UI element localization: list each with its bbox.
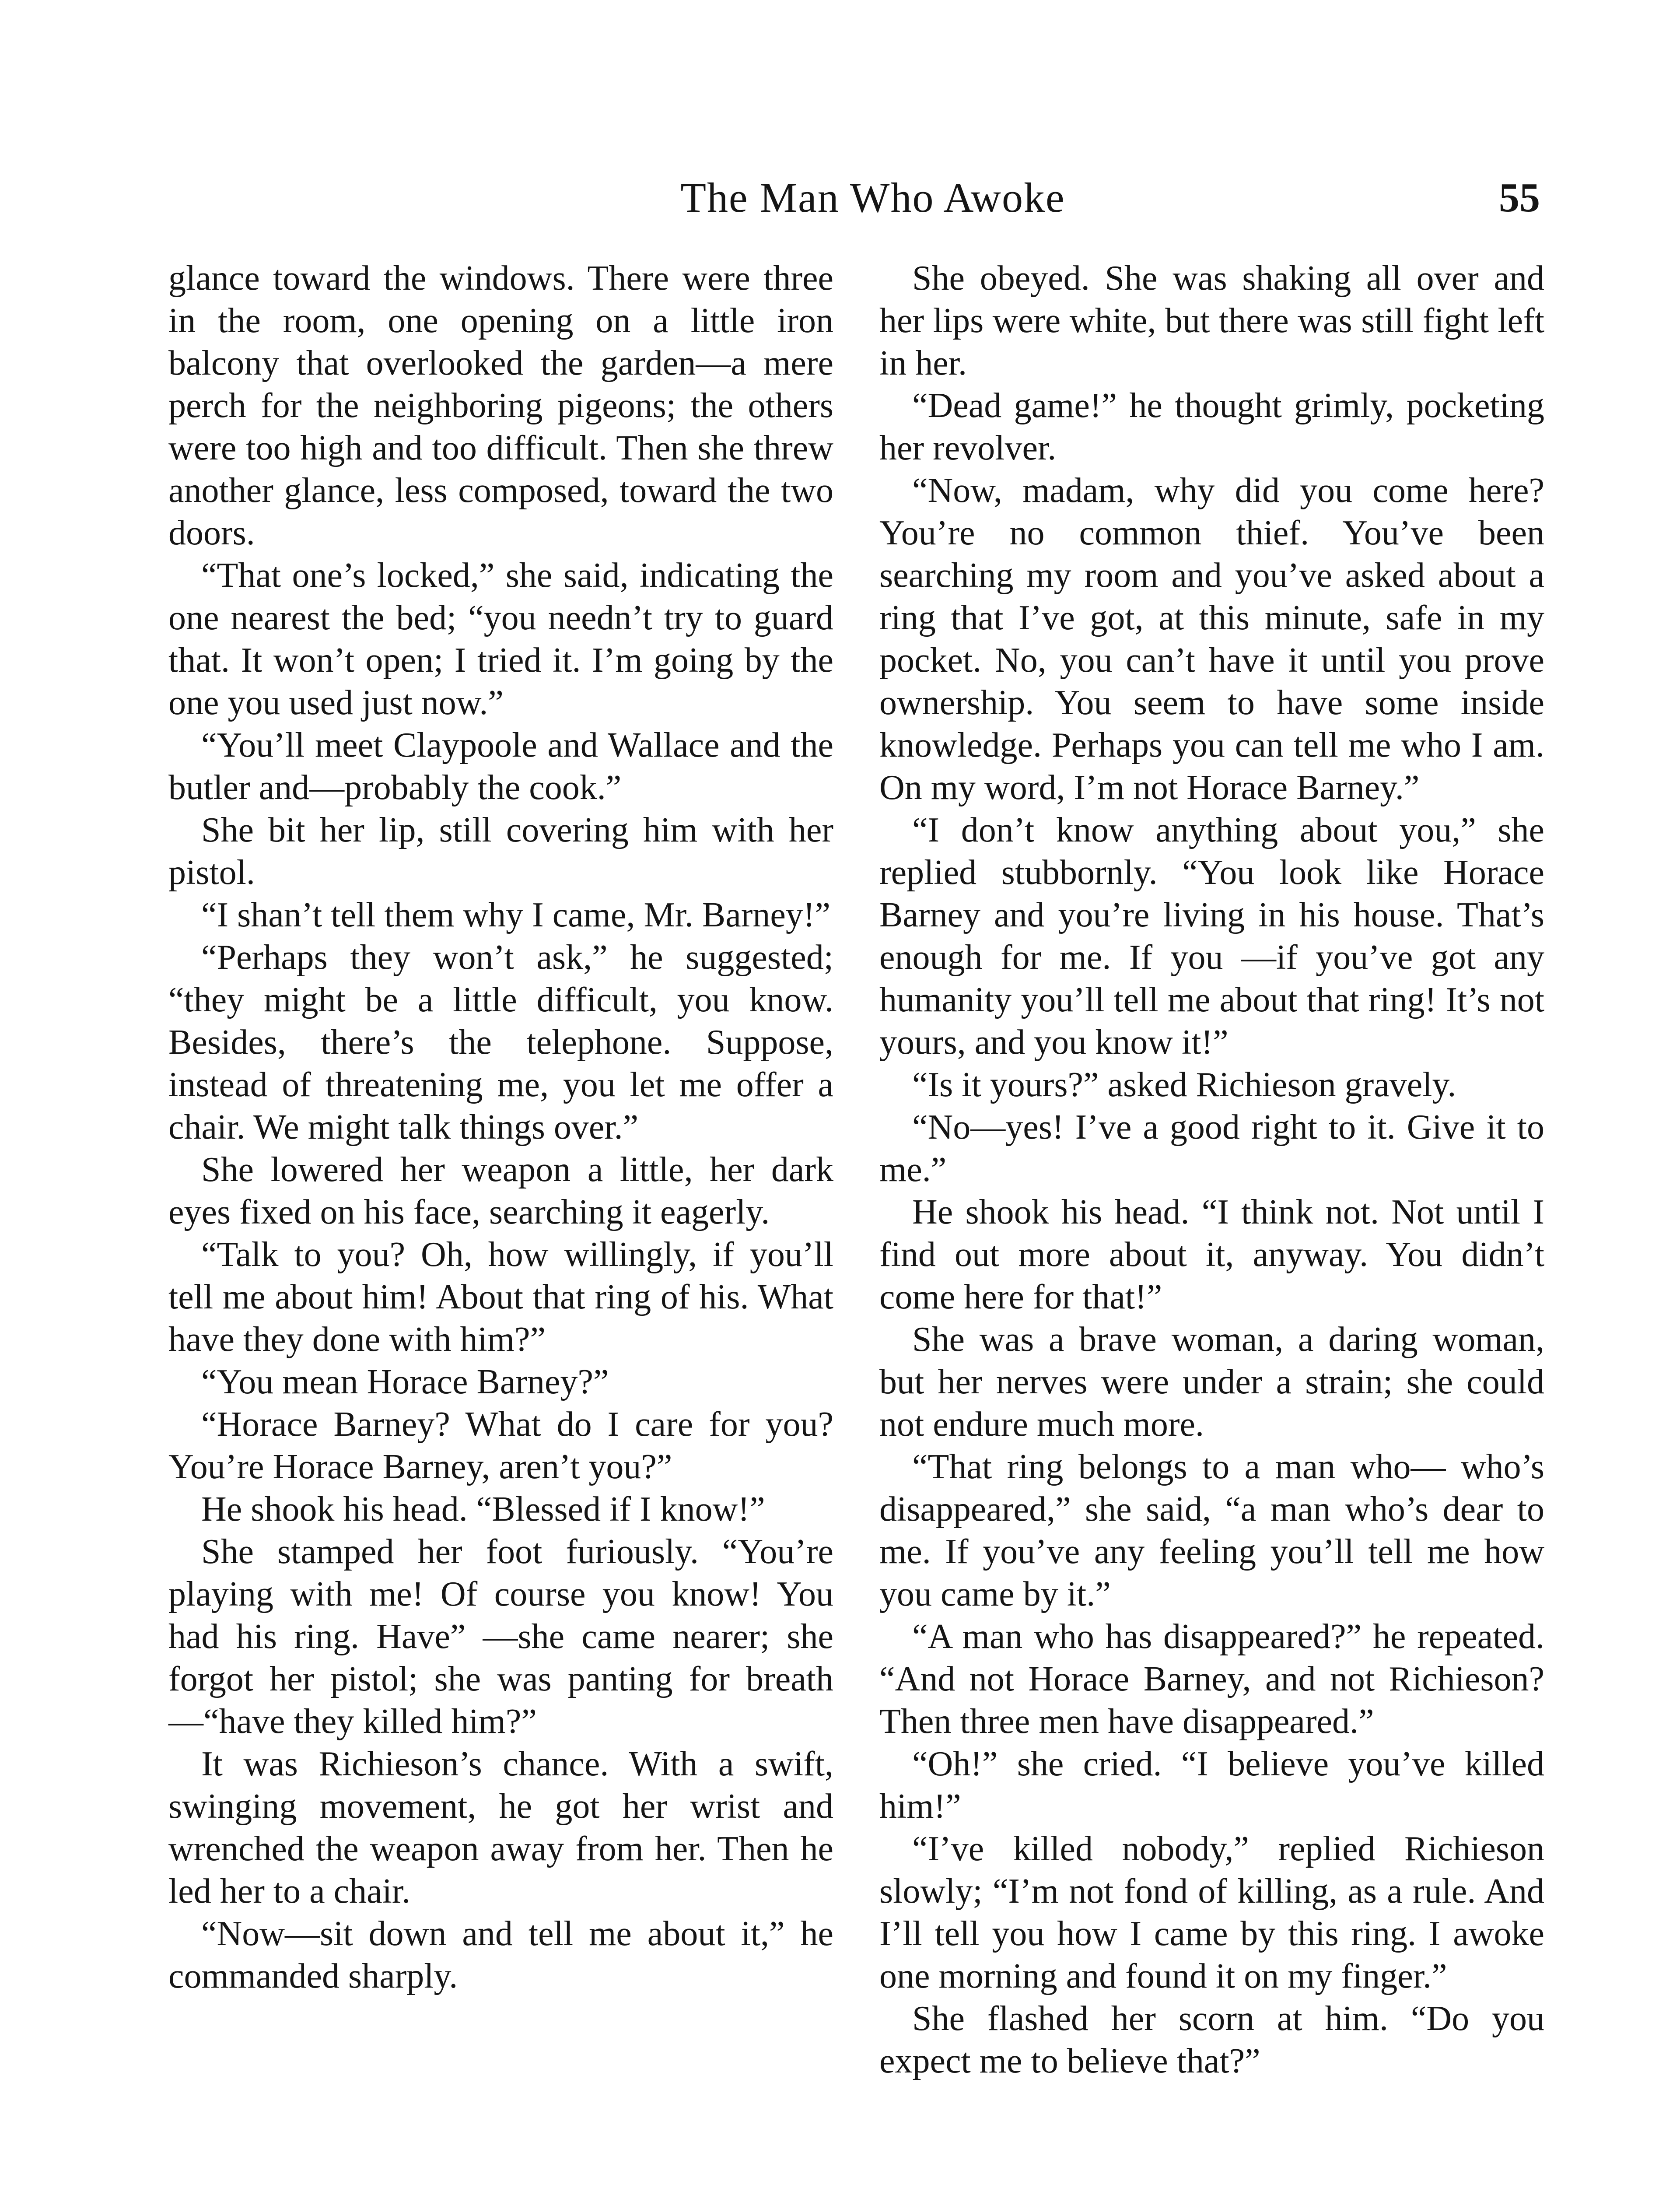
- paragraph: “No—yes! I’ve a good right to it. Give it to me.”: [879, 1108, 1544, 1189]
- paragraph: She lowered her weapon a little, her dark eyes fixed on his face, searching it eagerly.: [168, 1150, 833, 1231]
- paragraph: “Talk to you? Oh, how willingly, if you’ll tell me about him! About that ring of his. What have they done with him?”: [168, 1235, 833, 1359]
- paragraph: “Dead game!” he thought grimly, pocketing her revolver.: [879, 386, 1544, 467]
- left-column: [168, 257, 833, 1998]
- paragraph: “Now, madam, why did you come here? You’re no common thief. You’ve been searching my room and you’ve asked about a ring that I’ve got, at this minute, safe in my pocket. No, you can’t have it until you prove ownership. You seem to have some inside knowledge. Perhaps you can tell me who I am. On my word, I’m not Horace Barney.”: [879, 471, 1544, 807]
- paragraph: glance toward the windows. There were three in the room, one opening on a little iron balcony that overlooked the garden—a mere perch for the neighboring pigeons; the others were too high and too difficult. Then she threw another glance, less composed, toward the two doors.: [168, 259, 833, 552]
- paragraph: He shook his head. “I think not. Not until I find out more about it, anyway. You didn’t come here for that!”: [879, 1193, 1544, 1316]
- page-number: 55: [1499, 175, 1540, 221]
- paragraph: She flashed her scorn at him. “Do you expect me to believe that?”: [879, 1999, 1544, 2080]
- paragraph: “I don’t know anything about you,” she replied stubbornly. “You look like Horace Barney and you’re living in his house. That’s enough for me. If you —if you’ve got any humanity you’ll tell me about that ring! It’s not yours, and you know it!”: [879, 811, 1544, 1062]
- paragraph: “Now—sit down and tell me about it,” he commanded sharply.: [168, 1914, 833, 1995]
- paragraph: “A man who has disappeared?” he repeated. “And not Horace Barney, and not Richieson? Then three men have disappeared.”: [879, 1617, 1544, 1741]
- paragraph: He shook his head. “Blessed if I know!”: [201, 1490, 765, 1529]
- paragraph: “That ring belongs to a man who— who’s disappeared,” she said, “a man who’s dear to me. If you’ve any feeling you’ll tell me how you came by it.”: [879, 1448, 1544, 1613]
- paragraph: She obeyed. She was shaking all over and her lips were white, but there was still fight left in her.: [879, 259, 1544, 382]
- paragraph: “I shan’t tell them why I came, Mr. Barney!”: [201, 896, 831, 934]
- paragraph: “You’ll meet Claypoole and Wallace and the butler and—probably the cook.”: [168, 726, 833, 807]
- paragraph: She was a brave woman, a daring woman, but her nerves were under a strain; she could not endure much more.: [879, 1320, 1544, 1444]
- paragraph: “I’ve killed nobody,” replied Richieson slowly; “I’m not fond of killing, as a rule. And I’ll tell you how I came by this ring. I awoke one morning and found it on my finger.”: [879, 1830, 1544, 1995]
- paragraph: “You mean Horace Barney?”: [201, 1363, 609, 1401]
- paragraph: “Horace Barney? What do I care for you? You’re Horace Barney, aren’t you?”: [168, 1405, 833, 1486]
- paragraph: “Oh!” she cried. “I believe you’ve killed him!”: [879, 1745, 1544, 1826]
- paragraph: She bit her lip, still covering him with her pistol.: [168, 811, 833, 892]
- running-title: The Man Who Awoke: [680, 174, 1065, 221]
- paragraph: “Perhaps they won’t ask,” he suggested; “they might be a little difficult, you know. Besides, there’s the telephone. Suppose, instead of threatening me, you let me offer a chair. We might talk things over.”: [168, 938, 833, 1147]
- right-column: [879, 257, 1544, 2083]
- paragraph: “That one’s locked,” she said, indicating the one nearest the bed; “you needn’t try to guard that. It won’t open; I tried it. I’m going by the one you used just now.”: [168, 556, 833, 722]
- paragraph: She stamped her foot furiously. “You’re playing with me! Of course you know! You had his ring. Have” —she came nearer; she forgot her pistol; she was panting for breath—“have they killed him?”: [168, 1532, 833, 1741]
- paragraph: It was Richieson’s chance. With a swift, swinging movement, he got her wrist and wrenched the weapon away from her. Then he led her to a chair.: [168, 1745, 833, 1911]
- paragraph: “Is it yours?” asked Richieson gravely.: [912, 1066, 1456, 1104]
